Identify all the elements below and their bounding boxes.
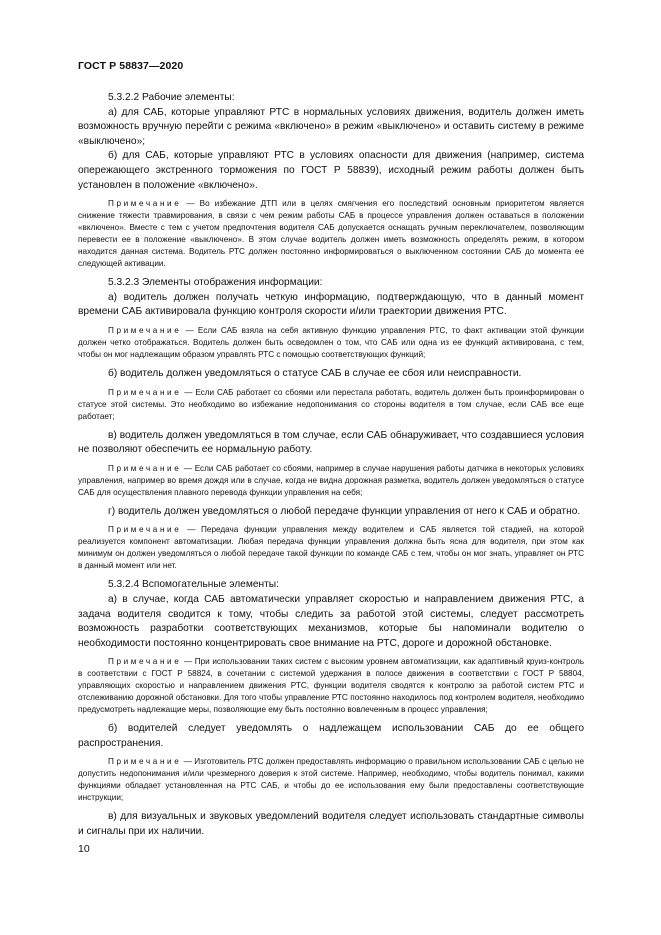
paragraph: а) в случае, когда САБ автоматически управляет скоростью и направлением движения РТС, а задача водителя сводится к тому, чтобы следить за работой этой системы, следует рассмотреть возможность разработки соответствующих механизмов, которые бы напоминали водителю о необходимости постоянно концентрировать свое внимание на РТС, дороге и дорожной обстановке. — [78, 593, 584, 649]
note-text: — Если САБ взяла на себя активную функцию управления РТС, то факт активации этой функции должен четко отображаться. Водитель должен быть осведомлен о том, что САБ или одна из ее функций активирована, с тем, чтобы он мог надлежащим образом управлять РТС с помощью соответствующих функций; — [78, 325, 584, 359]
paragraph: в) для визуальных и звуковых уведомлений водителя следует использовать стандартные символы и сигналы при их наличии. — [78, 811, 584, 838]
note-text: — Если САБ работает со сбоями, например в случае нарушения работы датчика в некоторых условиях управления, например во время дождя или в случае, когда не видна дорожная разметка, водитель должен уведомляться о статусе САБ для осуществления плавного перевода функции управления на себя; — [78, 463, 584, 497]
note-text: — При использовании таких систем с высоким уровнем автоматизации, как адаптивный круиз-контроль в соответствии с ГОСТ Р 58824, в сочетании с системой удержания в полосе движения в соответствии с ГОСТ Р 58804, управляющих скоростью и направлением движения РТС, функции водителя сводятся к контролю за работой систем РТС и отслеживанию дорожной обстановки. Для того чтобы управление РТС постоянно находилось под контролем водителя, необходимо предусмотреть надлежащие меры, позволяющие ему быть постоянно вовлеченным в процесс управления; — [78, 657, 584, 715]
note-label: Примечание — [108, 199, 182, 209]
paragraph: 5.3.2.3 Элементы отображения информации: — [108, 277, 323, 289]
note-label: Примечание — [108, 463, 182, 473]
paragraph: а) для САБ, которые управляют РТС в нормальных условиях движения, водитель должен иметь возможность вручную перейти с режима «включено» в режим «выключено» и оставить систему в режиме «выключено»; — [78, 106, 584, 147]
paragraph: б) водитель должен уведомляться о статусе САБ в случае ее сбоя или неисправности. — [108, 367, 522, 379]
note-text: — Изготовитель РТС должен предоставлять информацию о правильном использовании САБ с целью не допустить недопонимания и/или чрезмерного доверия к этой системе. Например, необходимо, чтобы водитель понимал, какими функциями обладает установленная на РТС САБ, и чтобы до ее использования ему были предоставлены соответствующие инструкции; — [78, 757, 585, 803]
note — [78, 198, 584, 270]
page-number: 10 — [78, 843, 90, 855]
note — [78, 325, 584, 361]
note-text: — Во избежание ДТП или в целях смягчения его последствий основным приоритетом является снижение тяжести травмирования, в связи с чем режим работы САБ в процессе управления должен оставаться в положении «включено». Вместе с тем с учетом предпочтения водителя САБ допускается оснащать ручным переключателем, позволяющим перевести ее в положение «выключено». В этом случае водитель должен иметь возможность определять режим, в котором находится данная система. Водитель РТС должен постоянно информироваться о выключенном состоянии САБ до момента ее следующей активации. — [78, 199, 584, 269]
note — [78, 463, 584, 499]
note-label: Примечание — [108, 525, 182, 535]
paragraph: в) водитель должен уведомляться в том случае, если САБ обнаруживает, что создавшиеся условия не позволяют обеспечить ее нормальную работу. — [78, 429, 584, 456]
note — [78, 524, 584, 572]
paragraph: 5.3.2.4 Вспомогательные элементы: — [108, 579, 279, 591]
paragraph: г) водитель должен уведомляться о любой передаче функции управления от него к САБ и обратно. — [108, 505, 581, 517]
note-label: Примечание — [108, 325, 182, 335]
note — [78, 656, 584, 716]
note — [78, 756, 584, 804]
paragraph: 5.3.2.2 Рабочие элементы: — [108, 92, 235, 103]
note-label: Примечание — [108, 387, 182, 397]
paragraph: б) для САБ, которые управляют РТС в условиях опасности для движения (например, система опережающего экстренного торможения по ГОСТ Р 58839), исходный режим работы должен быть установлен в положение «включено». — [78, 150, 584, 191]
note-text: — Если САБ работает со сбоями или перестала работать, водитель должен быть проинформирован о статусе этой системы. Это необходимо во избежание недопонимания со стороны водителя в том случае, если САБ все еще работает; — [78, 387, 584, 421]
document-body — [78, 91, 584, 840]
note-label: Примечание — [108, 657, 182, 667]
note-label: Примечание — [108, 757, 182, 767]
document-header: ГОСТ Р 58837—2020 — [78, 60, 184, 72]
paragraph: а) водитель должен получать четкую информацию, подтверждающую, что в данный момент времени САБ активировала функцию контроля скорости и/или траектории движения РТС. — [78, 291, 584, 318]
note — [78, 387, 584, 423]
paragraph: б) водителей следует уведомлять о надлежащем использовании САБ до ее общего распространения. — [78, 723, 584, 749]
note-text: — Передача функции управления между водителем и САБ является той стадией, на которой реализуется компонент автоматизации. Любая передача функции управления должна быть ясна для водителя, при этом как минимум он должен уведомляться о любой передаче такой функции по команде САБ с тем, чтобы он мог знать, управляет он РТС в данный момент или нет. — [78, 525, 584, 571]
